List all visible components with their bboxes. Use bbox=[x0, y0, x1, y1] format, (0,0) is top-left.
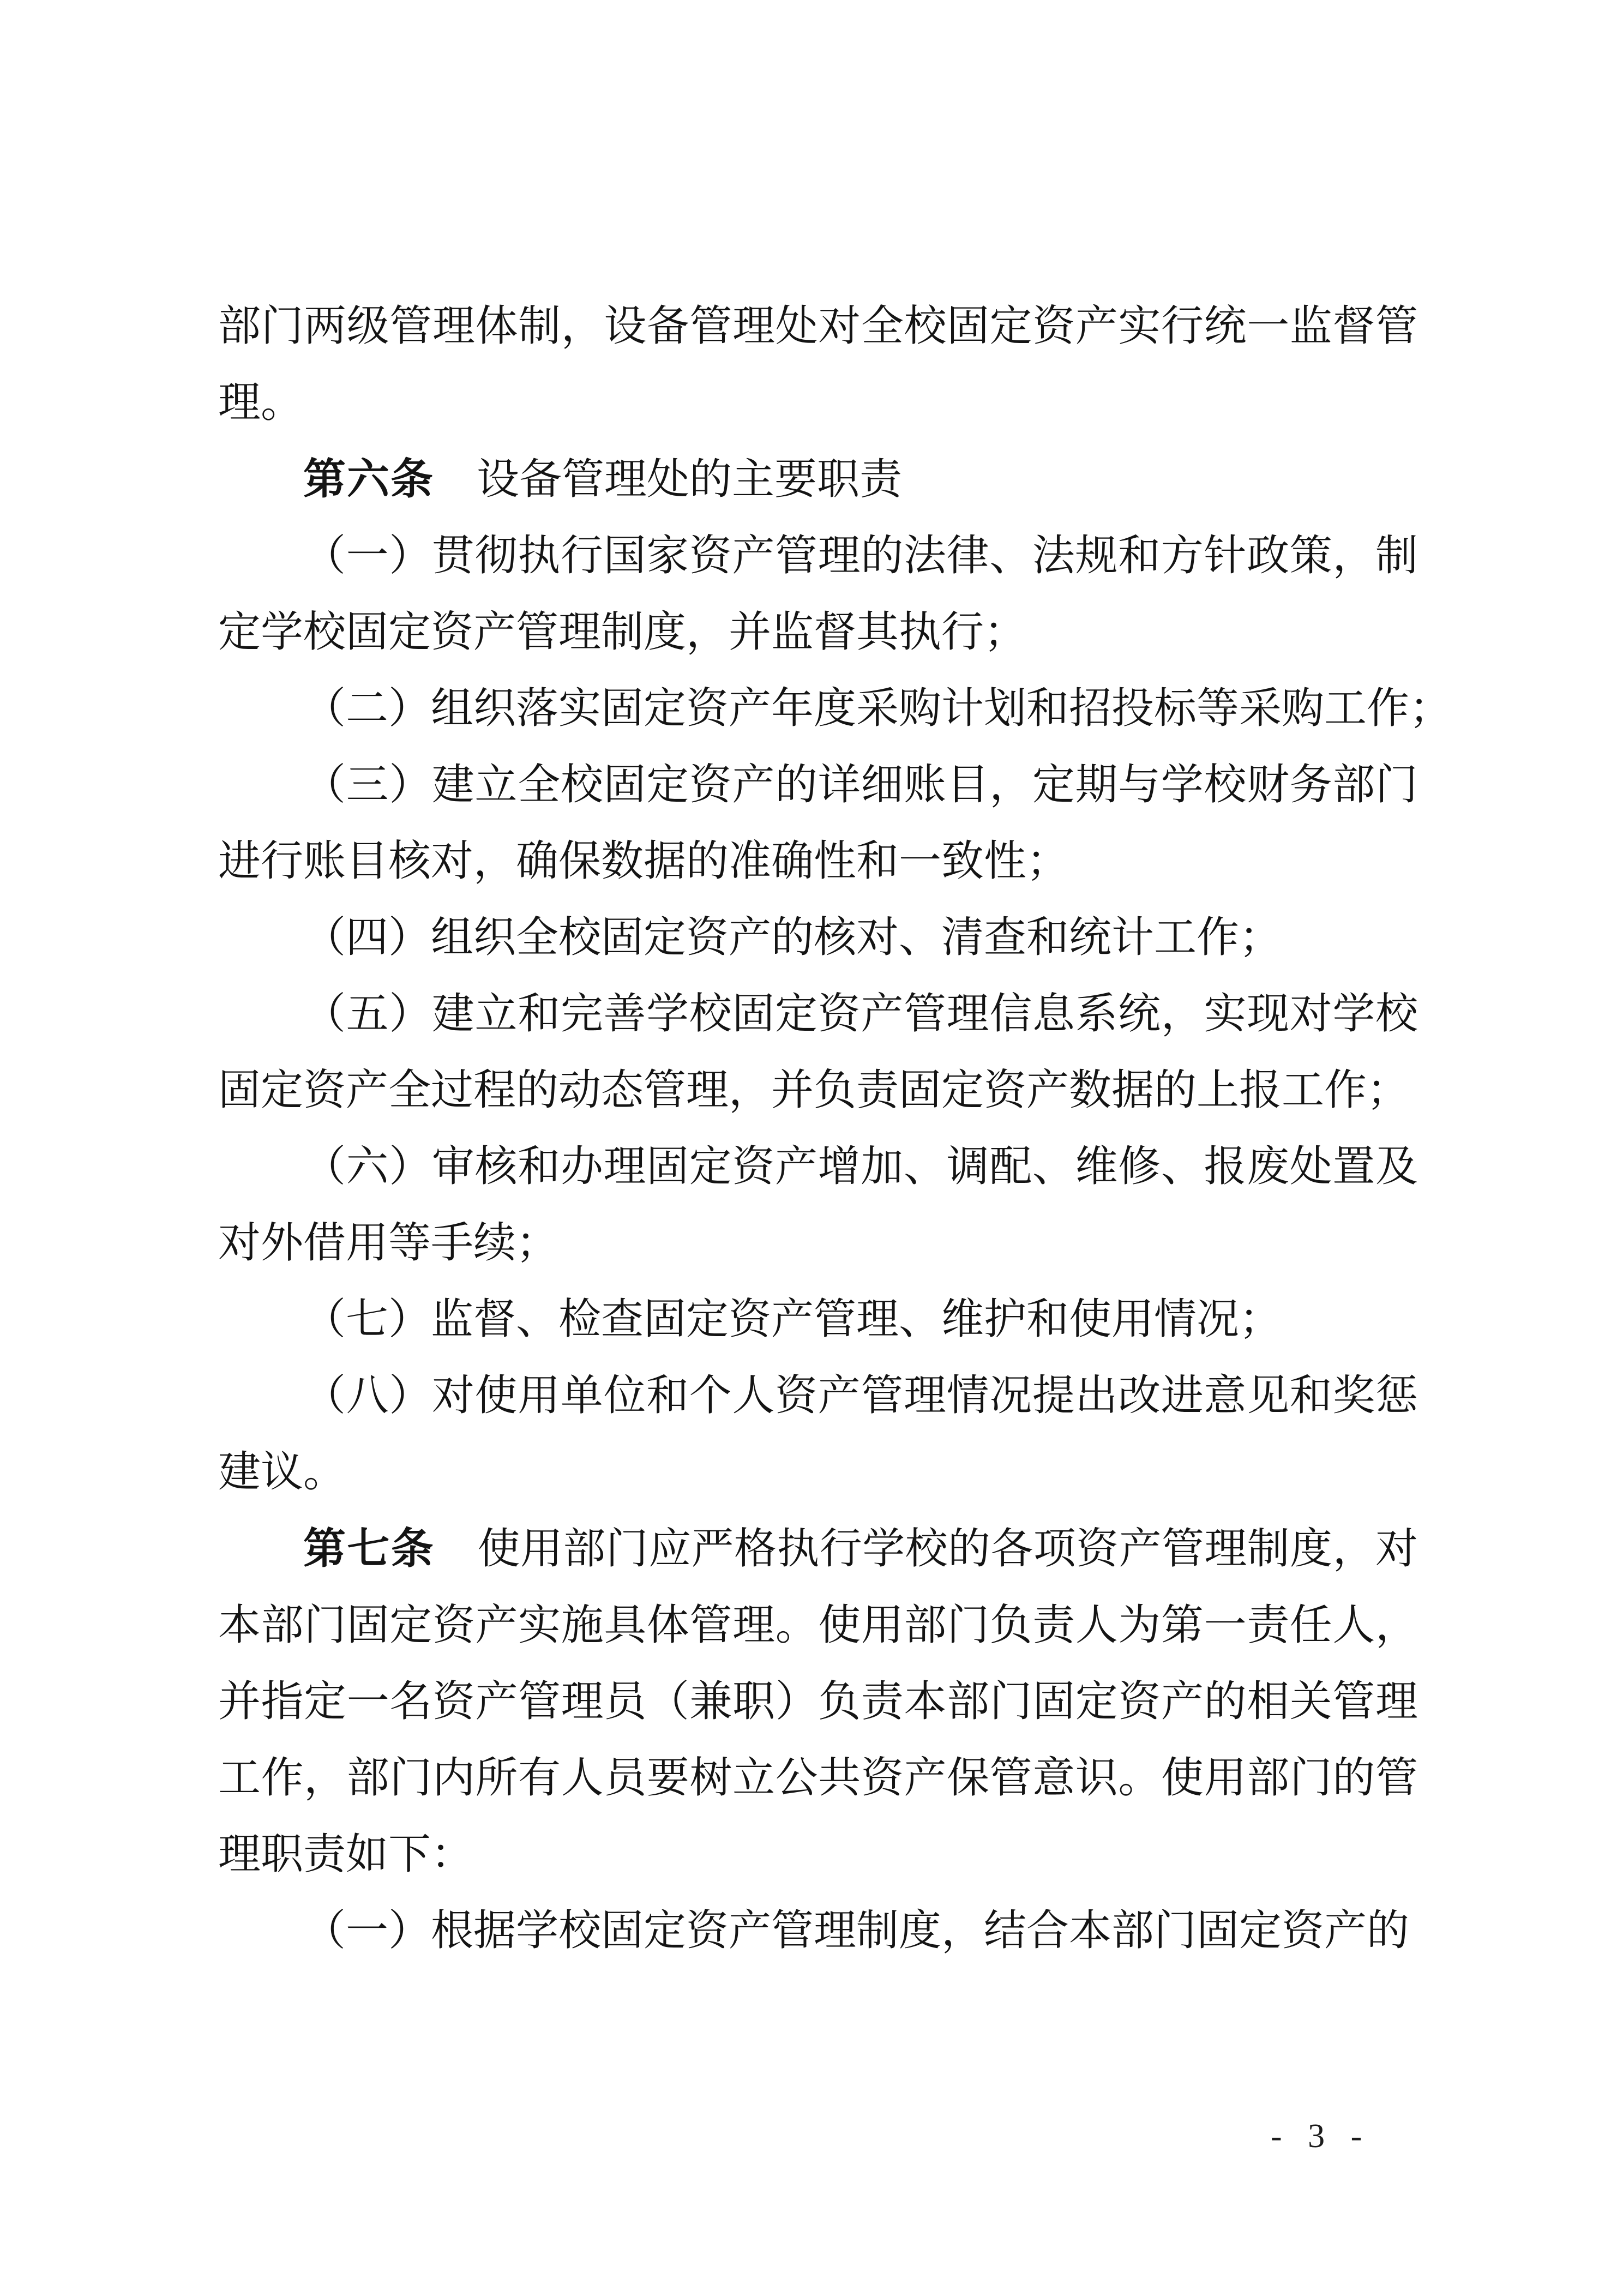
paragraph-text: 部门两级管理体制，设备管理处对全校固定资产实行统一监督管理。 bbox=[218, 302, 1418, 426]
paragraph-text: （一）贯彻执行国家资产管理的法律、法规和方针政策，制定学校固定资产管理制度，并监督其执行； bbox=[218, 532, 1418, 656]
paragraph bbox=[218, 1128, 1418, 1281]
paragraph bbox=[218, 1892, 1418, 1969]
paragraph-text: （三）建立全校固定资产的详细账目，定期与学校财务部门进行账目核对，确保数据的准确性和一致性； bbox=[218, 761, 1418, 885]
paragraph-text: （一）根据学校固定资产管理制度，结合本部门固定资产的 bbox=[303, 1907, 1410, 1954]
paragraph-text: （七）监督、检查固定资产管理、维护和使用情况； bbox=[303, 1295, 1282, 1343]
paragraph-text: （五）建立和完善学校固定资产管理信息系统，实现对学校固定资产全过程的动态管理，并负责固定资产数据的上报工作； bbox=[218, 990, 1418, 1114]
paragraph-text: （八）对使用单位和个人资产管理情况提出改进意见和奖惩建议。 bbox=[218, 1372, 1418, 1495]
paragraph bbox=[218, 1281, 1418, 1357]
page-number: - 3 - bbox=[1271, 2118, 1371, 2155]
document-body bbox=[218, 288, 1452, 1969]
paragraph bbox=[218, 976, 1418, 1128]
paragraph bbox=[218, 899, 1418, 976]
paragraph-text: （二）组织落实固定资产年度采购计划和招投标等采购工作； bbox=[303, 684, 1452, 732]
paragraph bbox=[218, 670, 1452, 747]
paragraph-text: （六）审核和办理固定资产增加、调配、维修、报废处置及对外借用等手续； bbox=[218, 1143, 1418, 1266]
paragraph bbox=[218, 747, 1418, 899]
paragraph bbox=[218, 441, 1418, 518]
article-number: 第六条 bbox=[303, 455, 435, 503]
paragraph-text: 设备管理处的主要职责 bbox=[434, 455, 903, 503]
paragraph bbox=[218, 1357, 1418, 1510]
paragraph bbox=[218, 1510, 1418, 1892]
paragraph-text: （四）组织全校固定资产的核对、清查和统计工作； bbox=[303, 913, 1282, 961]
paragraph bbox=[218, 518, 1418, 670]
article-number: 第七条 bbox=[303, 1524, 435, 1572]
paragraph-text: 使用部门应严格执行学校的各项资产管理制度，对本部门固定资产实施具体管理。使用部门负责人为第一责任人，并指定一名资产管理员（兼职）负责本部门固定资产的相关管理工作，部门内所有人员要树立公共资产保管意识。使用部门的管理职责如下： bbox=[218, 1525, 1418, 1878]
paragraph bbox=[218, 288, 1418, 441]
